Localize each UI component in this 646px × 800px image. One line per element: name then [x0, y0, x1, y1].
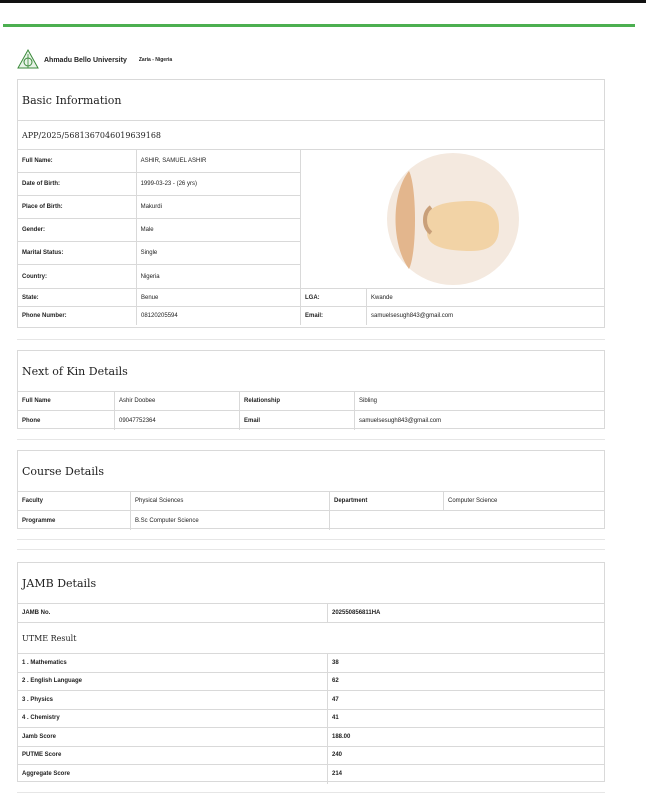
subject-score: 41 [332, 715, 339, 722]
table-row [18, 511, 604, 530]
section-title: Next of Kin Details [18, 351, 604, 392]
course-details-section [17, 450, 605, 529]
passport-photo [301, 150, 604, 288]
table-row [18, 728, 604, 747]
subject-label: 2 . English Language [18, 673, 328, 691]
score-label: Aggregate Score [18, 765, 328, 784]
field-label: JAMB No. [18, 604, 328, 622]
score-label: PUTME Score [18, 747, 328, 765]
field-value: Nigeria [140, 273, 160, 280]
field-label: State: [18, 289, 137, 306]
field-label: Phone Number: [18, 307, 137, 325]
table-row [18, 691, 604, 710]
subject-score: 47 [332, 696, 339, 703]
field-label: Marital Status: [18, 242, 137, 264]
divider [17, 339, 605, 340]
subject-score: 62 [332, 678, 339, 685]
field-value: 08120205594 [137, 307, 301, 325]
divider [17, 439, 605, 440]
subject-label: 4 . Chemistry [18, 710, 328, 728]
university-location: Zaria - Nigeria [138, 57, 173, 63]
application-number: APP/2025/5681367046019639168 [18, 121, 604, 150]
university-logo-icon [16, 48, 40, 72]
section-title: Course Details [18, 451, 604, 492]
page-header [16, 48, 172, 72]
field-value: Male [140, 227, 154, 233]
table-row [18, 492, 604, 511]
table-row [18, 196, 300, 219]
table-row [18, 242, 300, 265]
table-row [18, 173, 300, 196]
table-row [18, 710, 604, 729]
divider [17, 792, 605, 793]
table-row [18, 673, 604, 692]
table-row [18, 150, 300, 173]
field-value: Makurdi [140, 204, 162, 210]
field-label: Country: [18, 265, 137, 288]
field-label: Department [330, 492, 444, 510]
score-value: 214 [332, 771, 343, 778]
field-value: Computer Science [448, 498, 498, 504]
field-value: Benue [137, 289, 301, 306]
utme-result-heading: UTME Result [18, 623, 604, 654]
table-row [18, 392, 604, 411]
empty-cell [330, 511, 604, 530]
field-value: Sibling [359, 398, 378, 404]
field-value: 1999-03-23 - (26 yrs) [140, 181, 197, 187]
table-row [18, 411, 604, 430]
field-value: B.Sc Computer Science [131, 511, 330, 530]
next-of-kin-section [17, 350, 605, 429]
field-label: LGA: [301, 289, 367, 306]
table-row [18, 289, 604, 307]
table-row [18, 265, 300, 288]
table-row [18, 307, 604, 325]
field-value: 202550856811HA [332, 610, 381, 616]
field-label: Email: [301, 307, 367, 325]
divider [17, 549, 605, 550]
score-label: Jamb Score [18, 728, 328, 746]
table-row [18, 765, 604, 784]
subject-label: 3 . Physics [18, 691, 328, 709]
field-label: Date of Birth: [18, 173, 137, 195]
field-label: Relationship [240, 392, 355, 410]
top-border [0, 0, 646, 3]
field-label: Full Name [18, 392, 115, 410]
avatar-placeholder-icon [387, 153, 519, 285]
score-value: 188.00 [332, 733, 351, 740]
divider [17, 539, 605, 540]
field-value: Kwande [371, 294, 393, 301]
subject-score: 38 [332, 659, 339, 666]
field-value: samuelsesugh843@gmail.com [371, 313, 454, 319]
table-row [18, 747, 604, 766]
field-value: Ashir Doobee [115, 392, 240, 410]
university-name: Ahmadu Bello University [44, 56, 127, 64]
section-title: JAMB Details [18, 563, 604, 604]
basic-information-section [17, 79, 605, 328]
field-value: 09047752364 [115, 411, 240, 430]
field-label: Gender: [18, 219, 137, 241]
score-value: 240 [332, 752, 343, 759]
field-label: Email [240, 411, 355, 430]
field-label: Programme [18, 511, 131, 530]
subject-label: 1 . Mathematics [18, 654, 328, 672]
field-label: Full Name: [18, 150, 137, 172]
header-accent-bar [3, 24, 635, 27]
table-row [18, 604, 604, 623]
field-value: ASHIR, SAMUEL ASHIR [140, 158, 207, 164]
basic-info-table [18, 150, 301, 288]
table-row [18, 654, 604, 673]
jamb-details-section [17, 562, 605, 782]
field-label: Place of Birth: [18, 196, 137, 218]
section-title: Basic Information [18, 80, 604, 121]
field-label: Faculty [18, 492, 131, 510]
field-value: Single [140, 250, 158, 256]
field-label: Phone [18, 411, 115, 430]
field-value: samuelsesugh843@gmail.com [359, 417, 442, 424]
field-value: Physical Sciences [131, 492, 330, 510]
table-row [18, 219, 300, 242]
